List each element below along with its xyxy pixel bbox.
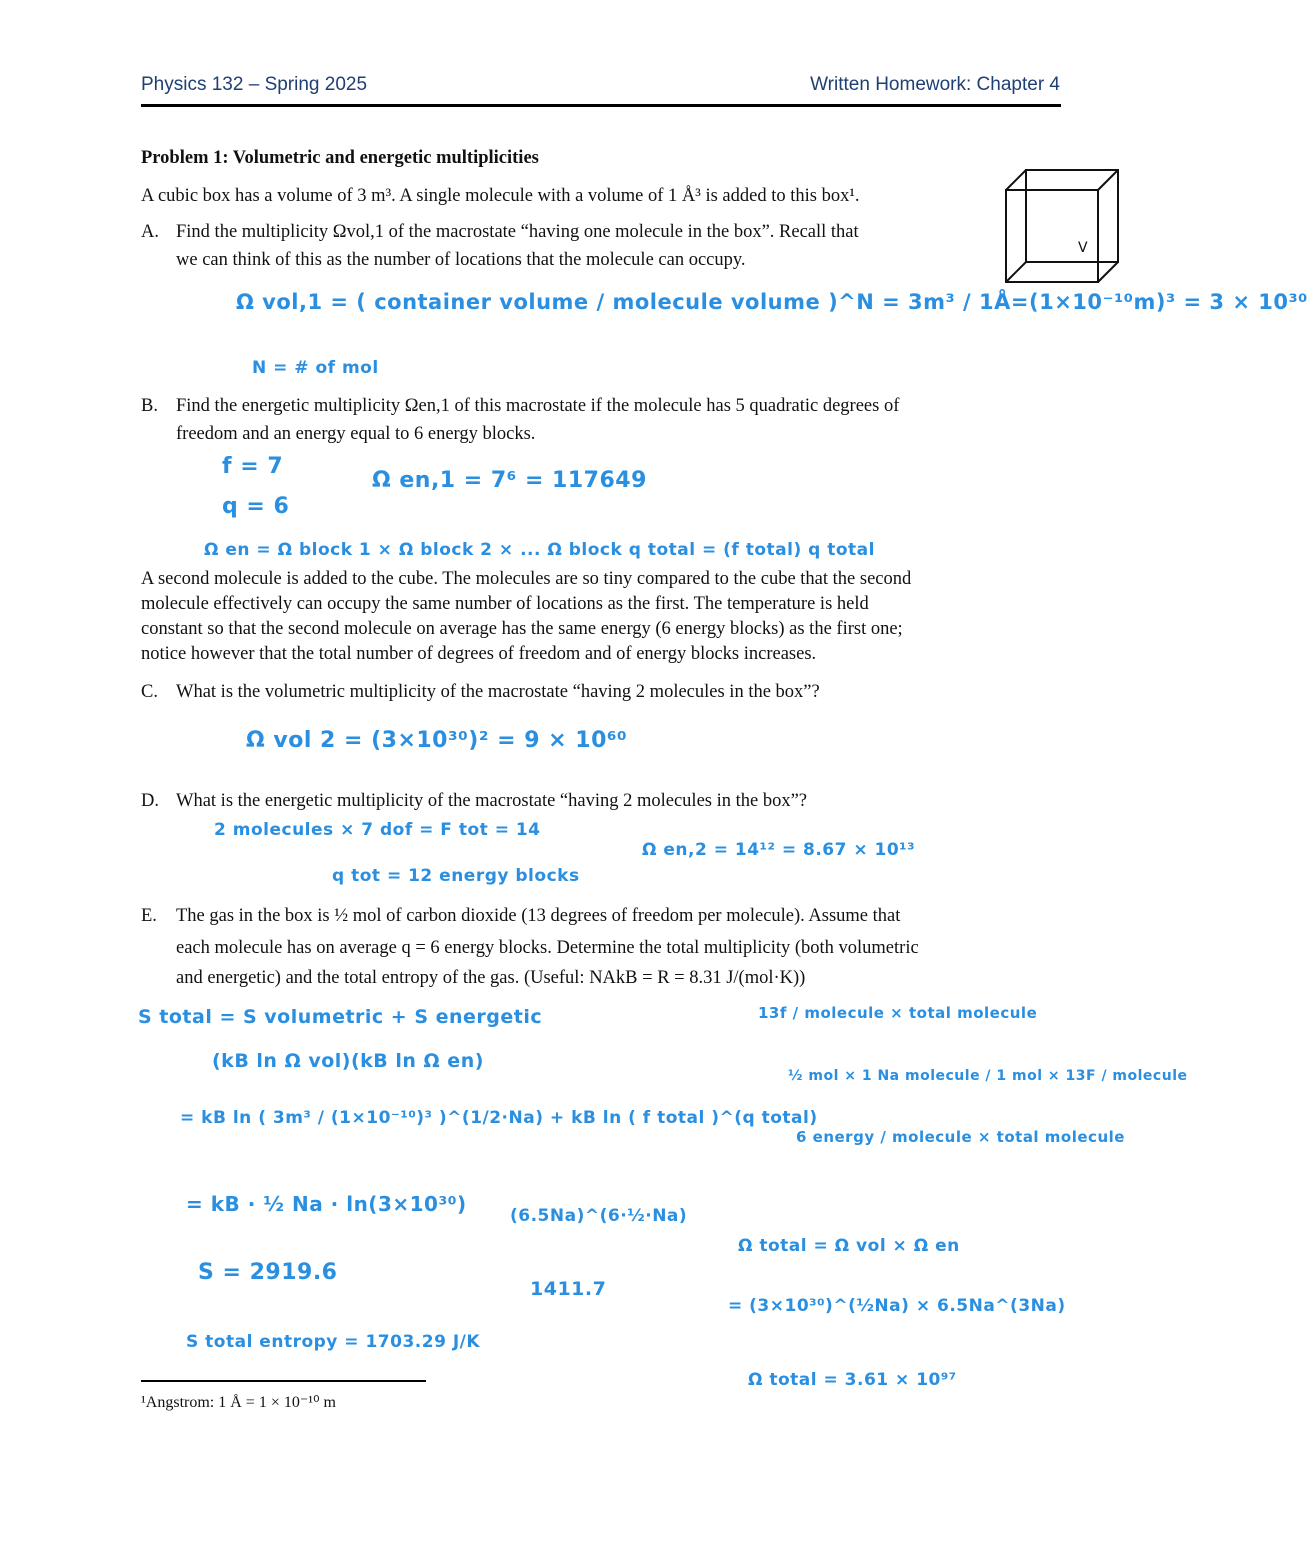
question-b-line2: freedom and an energy equal to 6 energy blocks. xyxy=(176,424,536,444)
side-note-3: 6 energy / molecule × total molecule xyxy=(796,1128,1125,1146)
answer-e-total-entropy: S total entropy = 1703.29 J/K xyxy=(186,1332,481,1352)
course-header: Physics 132 – Spring 2025 xyxy=(141,74,368,95)
question-b-label: B. xyxy=(141,396,158,416)
middle-line-4: notice however that the total number of degrees of freedom and of energy blocks increases. xyxy=(141,644,817,664)
answer-e-entropy: S = 2919.6 xyxy=(198,1260,338,1285)
footnote-rule xyxy=(141,1380,426,1382)
question-e-label: E. xyxy=(141,906,157,926)
answer-e-value: 1411.7 xyxy=(530,1278,607,1300)
answer-e-line5: (6.5Na)^(6·½·Na) xyxy=(510,1206,688,1226)
question-d xyxy=(141,787,807,815)
question-c-label: C. xyxy=(141,682,158,702)
problem-title: Problem 1: Volumetric and energetic multiplicities xyxy=(141,148,539,168)
answer-c-equation: Ω vol 2 = (3×10³⁰)² = 9 × 10⁶⁰ xyxy=(246,728,628,753)
side-note-5: = (3×10³⁰)^(½Na) × 6.5Na^(3Na) xyxy=(728,1296,1066,1316)
middle-line-2: molecule effectively can occupy the same number of locations as the first. The temperature is held xyxy=(141,594,869,614)
header-rule xyxy=(141,104,1061,107)
answer-b-general: Ω en = Ω block 1 × Ω block 2 × ... Ω block q total = (f total) q total xyxy=(204,540,875,560)
middle-line-1: A second molecule is added to the cube. The molecules are so tiny compared to the cube that the second xyxy=(141,569,912,589)
answer-d-blocks: q tot = 12 energy blocks xyxy=(332,866,580,886)
side-note-1: 13f / molecule × total molecule xyxy=(758,1004,1038,1022)
question-e-line1: The gas in the box is ½ mol of carbon dioxide (13 degrees of freedom per molecule). Assume that xyxy=(176,906,901,926)
answer-d-multiplicity: Ω en,2 = 14¹² = 8.67 × 10¹³ xyxy=(642,840,916,860)
side-note-6: Ω total = 3.61 × 10⁹⁷ xyxy=(748,1370,957,1390)
question-a-line2: we can think of this as the number of locations that the molecule can occupy. xyxy=(176,250,746,270)
answer-d-dof: 2 molecules × 7 dof = F tot = 14 xyxy=(214,820,541,840)
footnote: ¹Angstrom: 1 Å = 1 × 10⁻¹⁰ m xyxy=(141,1394,336,1411)
answer-a-equation: Ω vol,1 = ( container volume / molecule volume )^N = 3m³ / 1Å=(1×10⁻¹⁰m)³ = 3 × 10³⁰ xyxy=(236,290,1308,314)
side-note-2: ½ mol × 1 Na molecule / 1 mol × 13F / molecule xyxy=(788,1068,1188,1084)
question-d-label: D. xyxy=(141,791,159,811)
question-e-line3: and energetic) and the total entropy of the gas. (Useful: NAkB = R = 8.31 J/(mol·K)) xyxy=(176,968,806,988)
cube-diagram xyxy=(1004,168,1122,284)
answer-b-equation: Ω en,1 = 7⁶ = 117649 xyxy=(372,468,647,493)
question-b-line1: Find the energetic multiplicity Ωen,1 of this macrostate if the molecule has 5 quadratic degrees of xyxy=(176,396,900,416)
answer-b-f: f = 7 xyxy=(222,454,284,479)
question-a-line1: Find the multiplicity Ωvol,1 of the macrostate “having one molecule in the box”. Recall that xyxy=(176,222,859,242)
answer-e-line3: = kB ln ( 3m³ / (1×10⁻¹⁰)³ )^(1/2·Na) + kB ln ( f total )^(q total) xyxy=(180,1108,818,1128)
question-e-line2: each molecule has on average q = 6 energy blocks. Determine the total multiplicity (both volumetric xyxy=(176,938,919,958)
question-c xyxy=(141,678,820,706)
question-a xyxy=(141,218,859,274)
answer-e-line1: S total = S volumetric + S energetic xyxy=(138,1006,543,1028)
question-a-label: A. xyxy=(141,222,159,242)
problem-intro: A cubic box has a volume of 3 m³. A single molecule with a volume of 1 Å³ is added to this box¹. xyxy=(141,186,860,206)
question-d-line1: What is the energetic multiplicity of the macrostate “having 2 molecules in the box”? xyxy=(176,791,808,811)
answer-e-line4: = kB · ½ Na · ln(3×10³⁰) xyxy=(186,1192,467,1216)
question-e xyxy=(141,902,919,992)
side-note-4: Ω total = Ω vol × Ω en xyxy=(738,1236,960,1256)
assignment-header: Written Homework: Chapter 4 xyxy=(810,74,1060,95)
cube-label: V xyxy=(1078,240,1088,256)
question-c-line1: What is the volumetric multiplicity of the macrostate “having 2 molecules in the box”? xyxy=(176,682,820,702)
middle-line-3: constant so that the second molecule on average has the same energy (6 energy blocks) as the first one; xyxy=(141,619,903,639)
answer-e-line2: (kB ln Ω vol)(kB ln Ω en) xyxy=(212,1050,484,1072)
answer-b-q: q = 6 xyxy=(222,494,290,519)
question-b xyxy=(141,392,899,448)
answer-a-note: N = # of mol xyxy=(252,358,379,378)
